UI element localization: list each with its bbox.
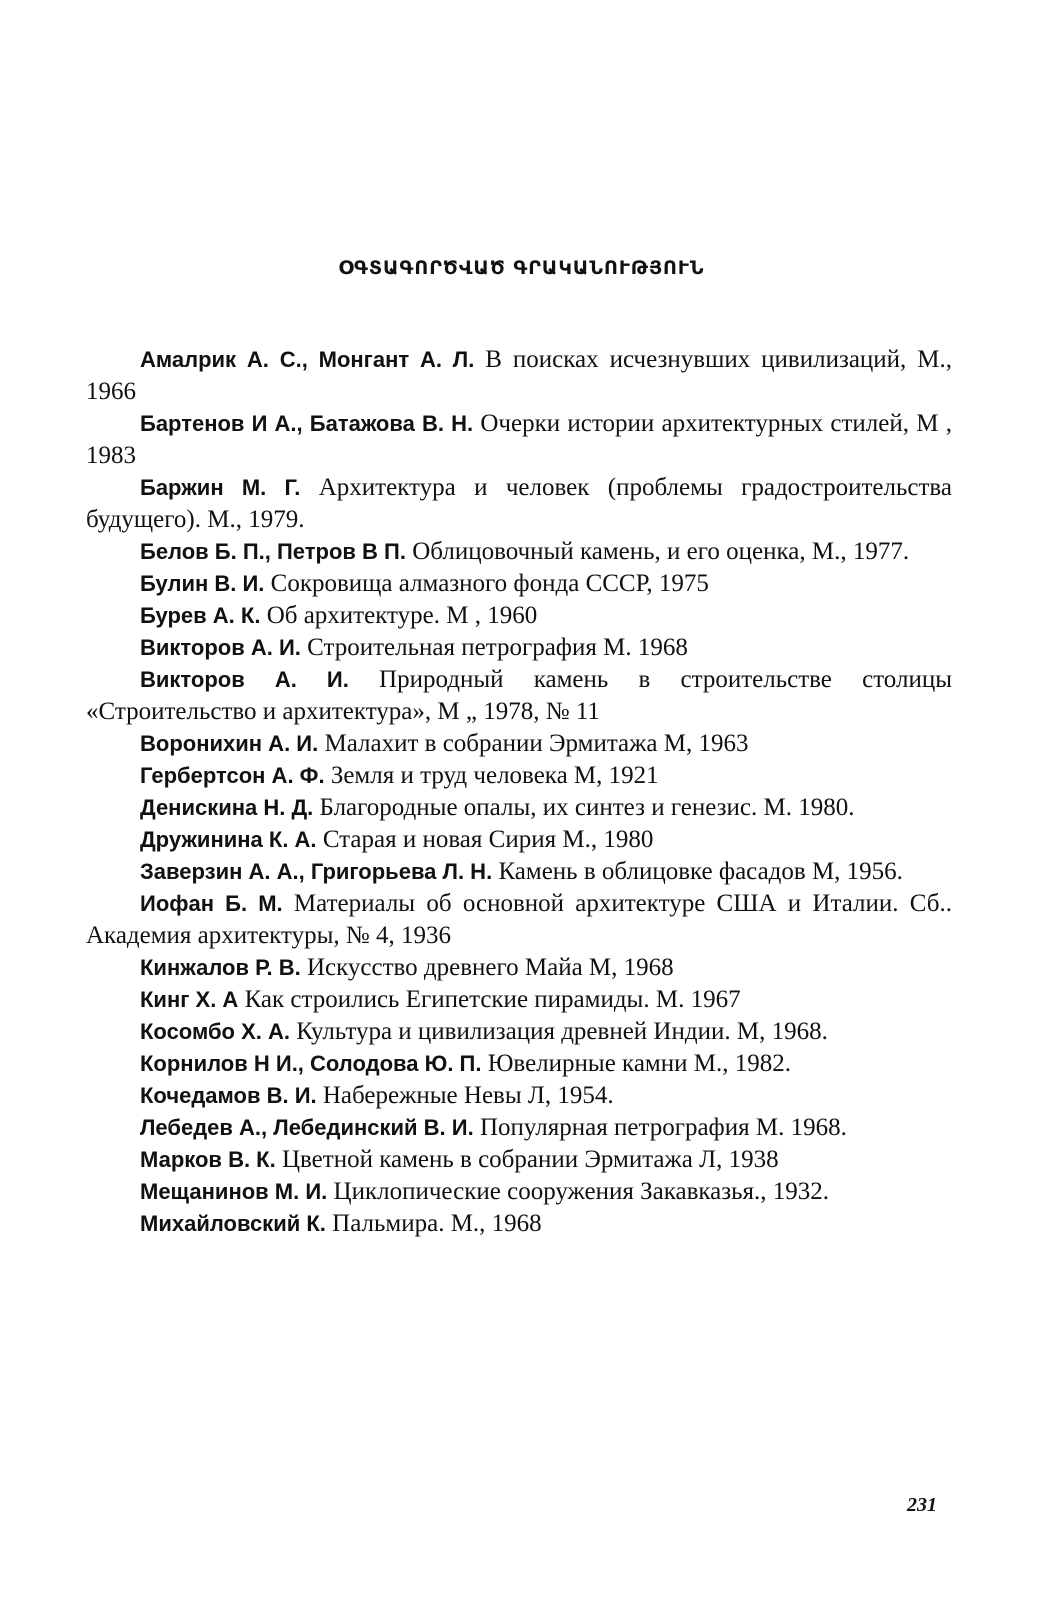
bibliography-entry [86,760,952,792]
entry-text: Популярная петрография М. 1968. [473,1114,847,1141]
entry-text: Очерки истории архитектурных стилей, М , 1983 [86,410,952,469]
entry-text: Ювелирные камни М., 1982. [481,1050,791,1077]
bibliography-entry [86,664,952,728]
entry-text: Строительная петрография М. 1968 [300,634,688,661]
bibliography-entry [86,984,952,1016]
bibliography-entry [86,1048,952,1080]
entry-text: Как строились Египетские пирамиды. М. 1967 [238,986,741,1013]
entry-author: Заверзин А. А., Григорьева Л. Н. [140,859,493,884]
entry-text: Благородные опалы, их синтез и генезис. М. 1980. [313,794,855,821]
entry-text: Цветной камень в собрании Эрмитажа Л, 1938 [275,1146,779,1173]
entry-author: Викторов А. И. [140,635,301,660]
bibliography-entry [86,600,952,632]
entry-text: Набережные Невы Л, 1954. [316,1082,614,1109]
entry-author: Булин В. И. [140,571,265,596]
entry-author: Бартенов И А., Батажова В. Н. [140,411,474,436]
entry-author: Дружинина К. А. [140,827,317,852]
entry-text: Малахит в собрании Эрмитажа М, 1963 [318,730,749,757]
entry-text: Искусство древнего Майа М, 1968 [300,954,674,981]
entry-text: Архитектура и человек (проблемы градостроительства будущего). М., 1979. [86,474,952,533]
entry-author: Денискина Н. Д. [140,795,314,820]
entry-text: Природный камень в строительстве столицы «Строительство и архитектура», М „ 1978, № 11 [86,666,953,725]
entry-author: Кинжалов Р. В. [140,955,301,980]
entry-author: Бурев А. К. [140,603,261,628]
bibliography-entry [86,536,952,568]
entry-author: Лебедев А., Лебединский В. И. [140,1115,474,1140]
bibliography-entry [86,952,952,984]
page-number: 231 [907,1494,937,1516]
entry-author: Иофан Б. М. [140,891,283,916]
bibliography-entry [86,728,952,760]
entry-author: Баржин М. Г. [140,475,301,500]
section-title: ՕԳՏԱԳՈՐԾՎԱԾ ԳՐԱԿԱՆՈՒԹՅՈՒՆ [338,257,705,279]
bibliography-entry [86,408,952,472]
bibliography-entry [86,472,952,536]
bibliography-list [86,344,952,1240]
bibliography-entry [86,888,952,952]
bibliography-entry [86,792,952,824]
entry-author: Воронихин А. И. [140,731,319,756]
entry-author: Корнилов Н И., Солодова Ю. П. [140,1051,482,1076]
entry-author: Гербертсон А. Ф. [140,763,325,788]
entry-text: Пальмира. М., 1968 [325,1210,542,1237]
entry-author: Косомбо Х. А. [140,1019,290,1044]
entry-text: Старая и новая Сирия М., 1980 [316,826,654,853]
entry-text: Культура и цивилизация древней Индии. М, 1968. [289,1018,828,1045]
entry-author: Марков В. К. [140,1147,276,1172]
entry-text: В поисках исчезнувших цивилизаций, М., 1966 [86,346,952,405]
bibliography-entry [86,1112,952,1144]
bibliography-entry [86,856,952,888]
entry-author: Мещанинов М. И. [140,1179,328,1204]
entry-author: Викторов А. И. [140,667,349,692]
bibliography-entry [86,344,952,408]
entry-author: Кочедамов В. И. [140,1083,317,1108]
entry-text: Материалы об основной архитектуре США и Италии. Сб.. Академия архитектуры, № 4, 1936 [86,890,952,949]
bibliography-entry [86,1176,952,1208]
entry-author: Кинг Х. А [140,987,239,1012]
bibliography-entry [86,632,952,664]
bibliography-entry [86,1208,952,1240]
entry-text: Земля и труд человека М, 1921 [324,762,659,789]
entry-author: Белов Б. П., Петров В П. [140,539,406,564]
entry-text: Об архитектуре. М , 1960 [260,602,538,629]
entry-text: Облицовочный камень, и его оценка, М., 1977. [405,538,910,565]
entry-text: Камень в облицовке фасадов М, 1956. [492,858,903,885]
bibliography-entry [86,1144,952,1176]
bibliography-entry [86,1016,952,1048]
entry-author: Амалрик А. С., Монгант А. Л. [140,347,475,372]
bibliography-entry [86,1080,952,1112]
entry-text: Сокровища алмазного фонда СССР, 1975 [264,570,709,597]
entry-text: Циклопические сооружения Закавказья., 1932. [327,1178,830,1205]
bibliography-entry [86,824,952,856]
entry-author: Михайловский К. [140,1211,326,1236]
bibliography-entry [86,568,952,600]
